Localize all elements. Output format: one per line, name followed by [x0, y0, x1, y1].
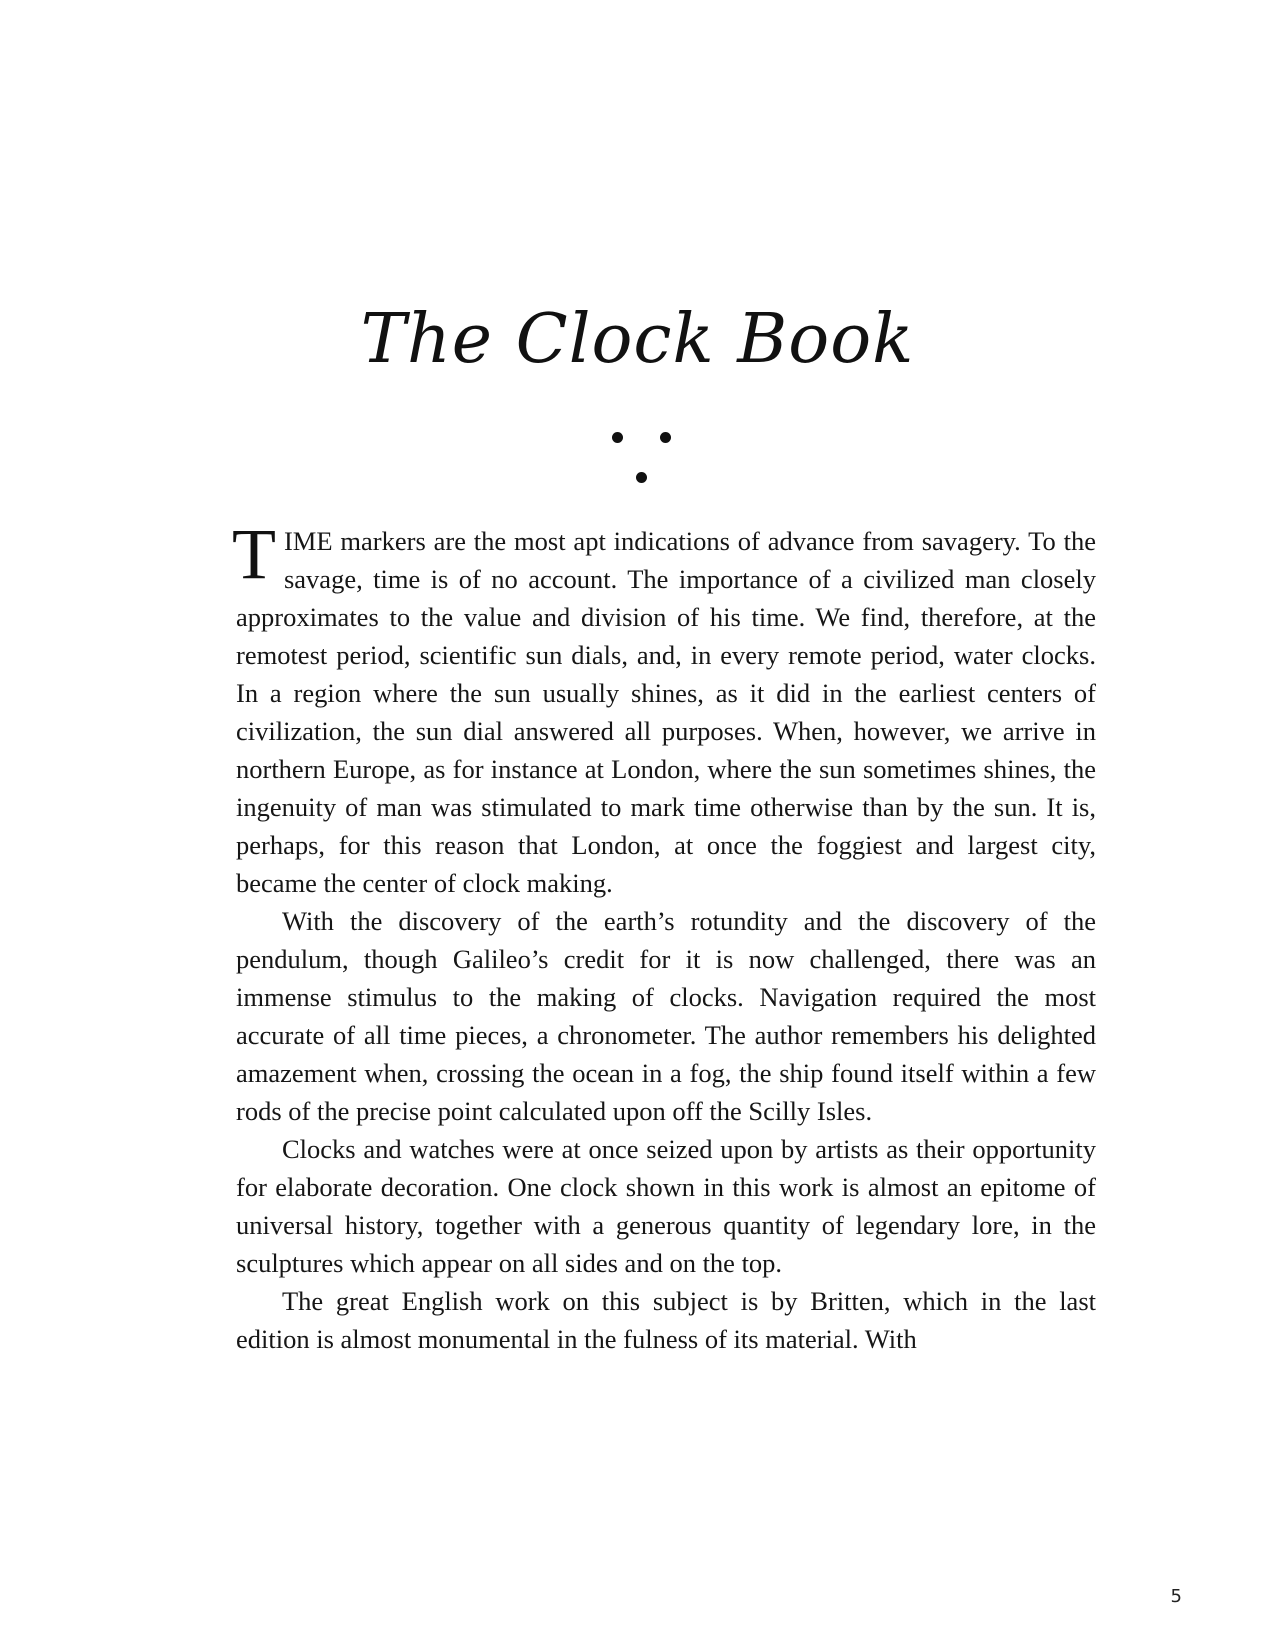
drop-cap: T: [232, 514, 276, 594]
paragraph-4: The great English work on this subject is by Britten, which in the last edition is almost monumental in the fulness of its material. With: [236, 1286, 1096, 1354]
paragraph-text: IME markers are the most apt indications of advance from savagery. To the savage, time is of no account. The importance of a civilized man closely approximates to the value and division of his time. We find, therefore, at the remotest period, scientific sun dials, and, in every remote period, water clocks. In a region where the sun usually shines, as it did in the earliest centers of civilization, the sun dial answered all purposes. When, however, we arrive in northern Europe, as for instance at London, where the sun sometimes shines, the ingenuity of man was stimulated to mark time otherwise than by the sun. It is, perhaps, for this reason that London, at once the foggiest and largest city, became the center of clock making.: [236, 526, 1096, 898]
ornament-dot: [636, 472, 647, 483]
paragraph-2: With the discovery of the earth’s rotundity and the discovery of the pendulum, though Galileo’s credit for it is now challenged, there was an immense stimulus to the making of clocks. Navigation required the most accurate of all time pieces, a chronometer. The author remembers his delighted amazement when, crossing the ocean in a fog, the ship found itself within a few rods of the precise point calculated upon off the Scilly Isles.: [236, 906, 1096, 1126]
ornament-dot: [612, 432, 623, 443]
paragraph-1: [232, 514, 1096, 902]
page-title: The Clock Book: [360, 300, 915, 379]
three-dot-ornament: [610, 432, 670, 482]
page-number: 5: [1170, 1586, 1182, 1607]
body-text: [232, 514, 1096, 1358]
ornament-dot: [660, 432, 671, 443]
paragraph-3: Clocks and watches were at once seized upon by artists as their opportunity for elaborate decoration. One clock shown in this work is almost an epitome of universal history, together with a generous quantity of legendary lore, in the sculptures which appear on all sides and on the top.: [236, 1134, 1096, 1278]
